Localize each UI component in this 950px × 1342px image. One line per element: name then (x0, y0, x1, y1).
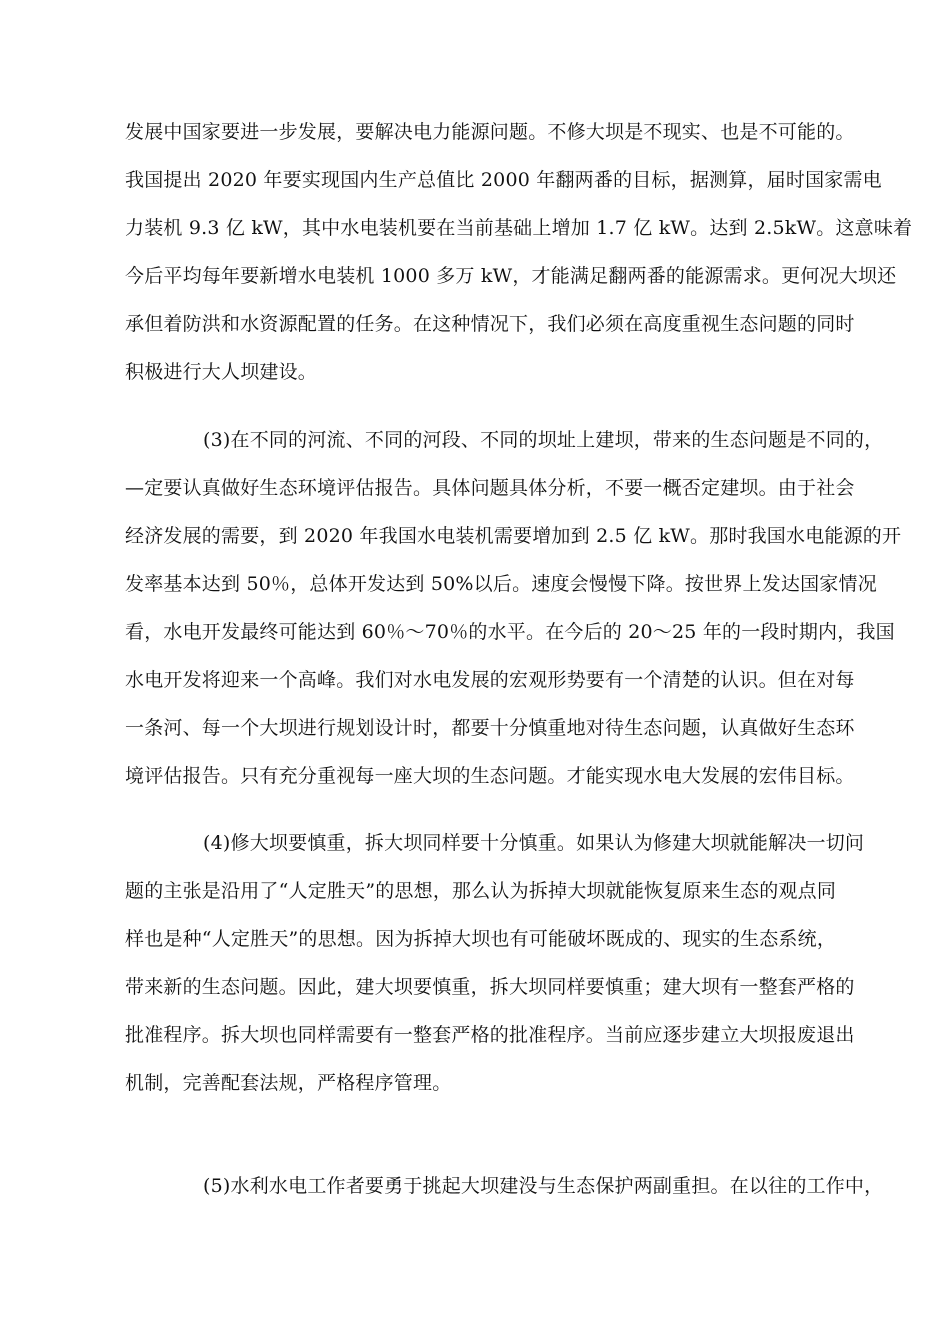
text-line: 批准程序。拆大坝也同样需要有一整套严格的批准程序。当前应逐步建立大坝报废退出 (125, 1024, 855, 1046)
text-line: 题的主张是沿用了“人定胜天”的思想，那么认为拆掉大坝就能恢复原来生态的观点同 (125, 880, 837, 902)
text-line: 经济发展的需要，到 2020 年我国水电装机需要增加到 2.5 亿 kW。那时我国水电能源的开 (125, 525, 902, 547)
text-line: 样也是种“人定胜天”的思想。因为拆掉大坝也有可能破坏既成的、现实的生态系统， (125, 928, 837, 950)
text-line: 积极进行大人坝建设。 (125, 361, 318, 383)
text-line: 我国提出 2020 年要实现国内生产总值比 2000 年翻两番的目标，据测算，届时国家需电 (125, 169, 882, 191)
text-line: 水电开发将迎来一个高峰。我们对水电发展的宏观形势要有一个清楚的认识。但在对每 (125, 669, 855, 691)
text-line: —定要认真做好生态环境评估报告。具体问题具体分析，不要一概否定建坝。由于社会 (125, 477, 855, 499)
text-line: 带来新的生态问题。因此，建大坝要慎重，拆大坝同样要慎重；建大坝有一整套严格的 (125, 976, 855, 998)
text-line: 发率基本达到 50％，总体开发达到 50%以后。速度会慢慢下降。按世界上发达国家情况 (125, 573, 877, 595)
text-line: 看，水电开发最终可能达到 60％～70％的水平。在今后的 20～25 年的一段时期内，我国 (125, 621, 895, 643)
text-line: 一条河、每一个大坝进行规划设计时，都要十分慎重地对待生态问题，认真做好生态环 (125, 717, 855, 739)
text-line: 境评估报告。只有充分重视每一座大坝的生态问题。才能实现水电大发展的宏伟目标。 (125, 765, 855, 787)
text-line: 承但着防洪和水资源配置的任务。在这种情况下，我们必须在高度重视生态问题的同时 (125, 313, 855, 335)
paragraph-4-first-line: (4)修大坝要慎重，拆大坝同样要十分慎重。如果认为修建大坝就能解决一切问 (203, 832, 865, 854)
text-line: 力装机 9.3 亿 kW，其中水电装机要在当前基础上增加 1.7 亿 kW。达到 2.5kW。这意味着 (125, 217, 913, 239)
paragraph-3-first-line: (3)在不同的河流、不同的河段、不同的坝址上建坝，带来的生态问题是不同的， (203, 429, 884, 451)
paragraph-5-first-line: (5)水利水电工作者要勇于挑起大坝建没与生态保护两副重担。在以往的工作中， (203, 1175, 884, 1197)
text-line: 发展中国家要进一步发展，要解决电力能源问题。不修大坝是不现实、也是不可能的。 (125, 121, 855, 143)
text-line: 机制，完善配套法规，严格程序管理。 (125, 1072, 452, 1094)
text-line: 今后平均每年要新增水电装机 1000 多万 kW，才能满足翻两番的能源需求。更何况大坝还 (125, 265, 897, 287)
